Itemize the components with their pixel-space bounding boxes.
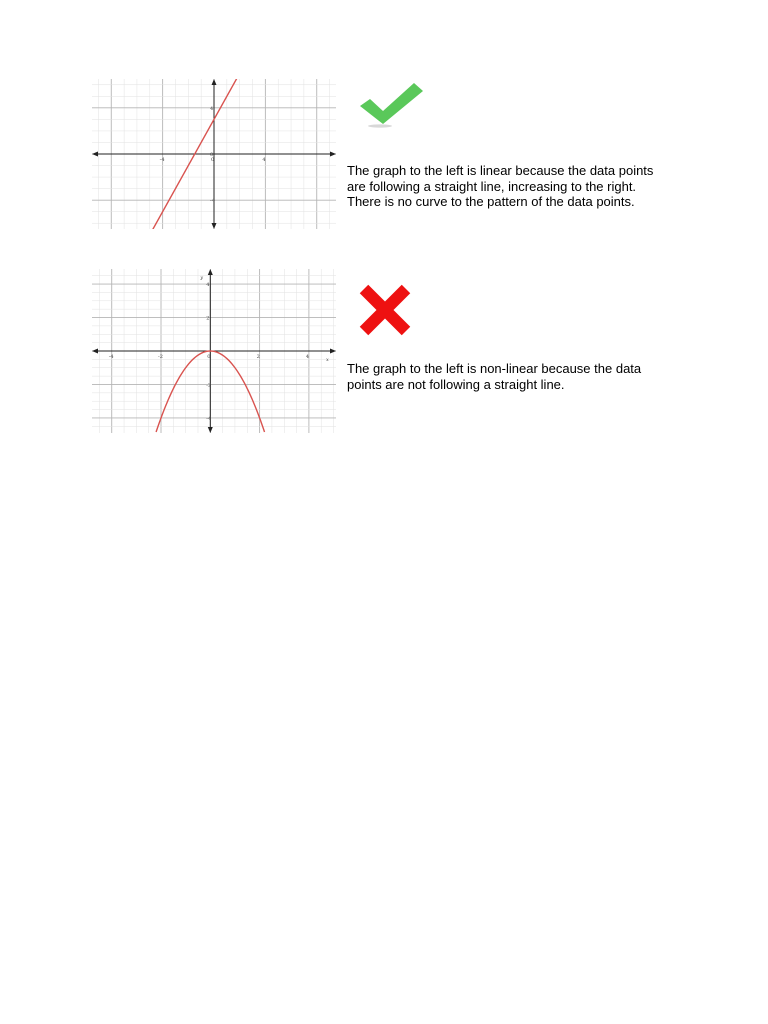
parabola-caption bbox=[347, 361, 707, 392]
check-mark-shape bbox=[360, 83, 423, 124]
y-axis-arrow-up bbox=[212, 79, 217, 85]
x-axis-arrow-left bbox=[92, 152, 98, 157]
parabola-graph-tick-labels bbox=[109, 275, 329, 422]
parabola-caption-line: The graph to the left is non-linear because the data bbox=[347, 361, 642, 376]
cross-icon bbox=[356, 283, 414, 337]
x-axis-arrow-left bbox=[92, 349, 98, 354]
x-tick-label: 0 bbox=[207, 354, 211, 360]
y-axis-arrow-down bbox=[212, 223, 217, 229]
check-icon bbox=[356, 80, 426, 128]
x-axis-arrow-right bbox=[330, 152, 336, 157]
parabola-caption-line: points are not following a straight line. bbox=[347, 376, 565, 392]
y-axis-arrow-down bbox=[208, 427, 213, 433]
linear-caption-line: There is no curve to the pattern of the data points. bbox=[347, 194, 635, 209]
x-tick-label: 0 bbox=[211, 157, 215, 163]
linear-caption bbox=[347, 163, 707, 210]
x-tick-label: -4 bbox=[108, 354, 114, 360]
y-tick-label: -4 bbox=[206, 415, 212, 422]
x-tick-label: 2 bbox=[256, 354, 260, 360]
x-tick-label: 4 bbox=[262, 157, 266, 163]
parabola-graph bbox=[92, 269, 336, 433]
x-axis-arrow-right bbox=[330, 349, 336, 354]
y-tick-label: 0 bbox=[210, 152, 214, 158]
linear-caption-line: are following a straight line, increasing to the right. bbox=[347, 178, 637, 194]
check-mark-shadow bbox=[368, 124, 392, 127]
y-axis-arrow-up bbox=[208, 269, 213, 275]
y-tick-label: 4 bbox=[206, 282, 210, 289]
x-axis-label: x bbox=[326, 357, 329, 363]
y-tick-label: 2 bbox=[206, 315, 210, 322]
x-tick-label: -2 bbox=[158, 354, 163, 360]
linear-graph bbox=[92, 79, 336, 229]
y-tick-label: -4 bbox=[210, 198, 215, 205]
y-axis-label: y bbox=[200, 275, 204, 281]
y-tick-label: 4 bbox=[210, 105, 214, 112]
linear-caption-line: The graph to the left is linear because the data points bbox=[347, 163, 654, 178]
x-tick-label: -4 bbox=[159, 157, 165, 163]
y-tick-label: -2 bbox=[206, 382, 212, 389]
linear-graph-axes bbox=[92, 79, 336, 229]
cross-mark-shape bbox=[364, 289, 406, 331]
x-tick-label: 4 bbox=[305, 354, 310, 360]
